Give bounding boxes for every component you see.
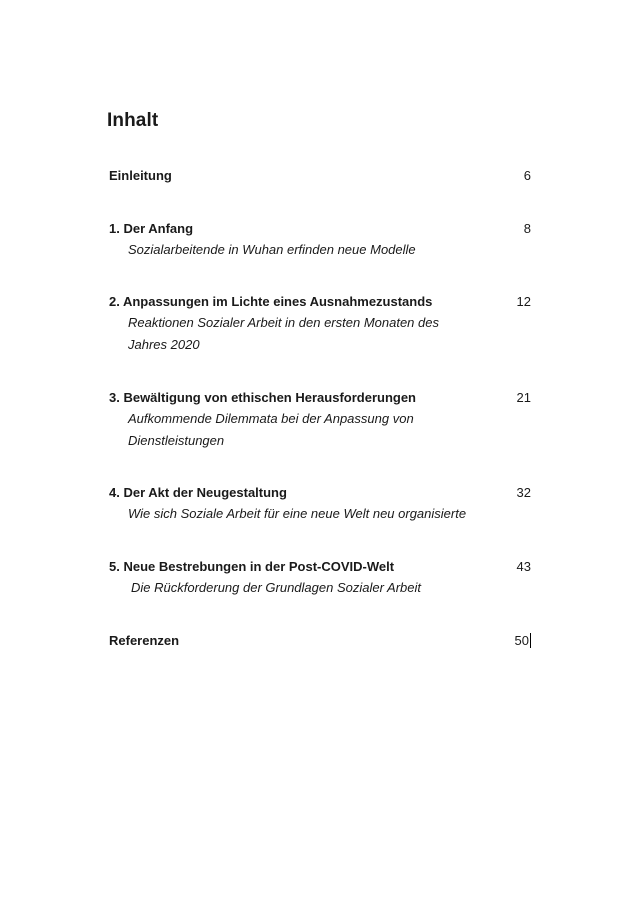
text-cursor [530, 633, 531, 648]
toc-title: Inhalt [107, 110, 159, 131]
toc-heading: Einleitung [109, 168, 172, 183]
toc-subtitle: Wie sich Soziale Arbeit für eine neue Welt neu organisierte [128, 506, 467, 521]
toc-page-number: 21 [516, 390, 531, 405]
toc-page-number: 43 [516, 559, 531, 574]
toc-entry-3 [109, 387, 531, 451]
toc-heading: 1. Der Anfang [109, 221, 194, 236]
toc-entry-4 [109, 482, 531, 525]
toc-heading: Referenzen [109, 633, 180, 648]
toc-page-number: 8 [523, 221, 531, 236]
toc-subtitle-line-1: Reaktionen Sozialer Arbeit in den ersten Monaten des [128, 315, 439, 330]
toc-page-number: 12 [516, 294, 531, 309]
toc-entry-5 [109, 556, 531, 599]
toc-page-number: 32 [516, 485, 531, 500]
toc-heading: 2. Anpassungen im Lichte eines Ausnahmezustands [109, 294, 433, 309]
toc-subtitle: Sozialarbeitende in Wuhan erfinden neue Modelle [128, 242, 416, 257]
toc-subtitle-line-2: Jahres 2020 [128, 336, 200, 352]
toc-subtitle-line-2: Dienstleistungen [128, 432, 225, 448]
toc-page-number: 6 [523, 168, 531, 183]
toc-page-number-with-cursor[interactable] [515, 630, 531, 651]
toc-entry-2 [109, 291, 531, 355]
toc-heading: 4. Der Akt der Neugestaltung [109, 485, 287, 500]
toc-page-number: 50 [514, 633, 529, 648]
toc-entry-1 [109, 218, 531, 261]
toc-subtitle: Die Rückforderung der Grundlagen Sozialer Arbeit [131, 580, 422, 595]
toc-entry-einleitung [109, 165, 531, 186]
toc-heading: 5. Neue Bestrebungen in der Post-COVID-Welt [109, 559, 395, 574]
toc-heading: 3. Bewältigung von ethischen Herausforderungen [109, 390, 416, 405]
toc-entry-referenzen [109, 630, 531, 651]
toc-subtitle-line-1: Aufkommende Dilemmata bei der Anpassung von [128, 411, 414, 426]
